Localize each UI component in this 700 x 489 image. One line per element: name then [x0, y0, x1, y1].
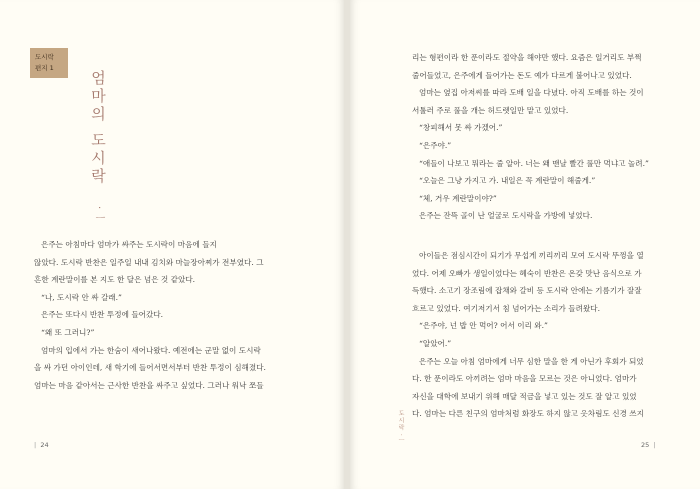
body-line: 엄마는 옆집 아저씨를 따라 도배 일을 다녔다. 아직 도배를 하는 것이	[419, 88, 644, 98]
chapter-title-text: 엄마의 도시락	[89, 70, 107, 186]
body-line: 었다. 어제 오빠가 생일이었다는 혜숙이 반찬은 온갖 맛난 음식으로 가	[412, 268, 642, 278]
body-line: “오늘은 그냥 가지고 가. 내일은 꼭 계란말이 해줄게.”	[419, 176, 596, 186]
body-line: 엄마의 입에서 가는 한숨이 새어나왔다. 예전에는 군말 없이 도시락	[41, 345, 261, 355]
left-body-text	[34, 236, 296, 394]
body-line: 은주는 또다시 반찬 투정에 들어갔다.	[41, 310, 164, 320]
body-line: “왜 또 그러니?”	[41, 327, 95, 337]
page-number-left-value: 24	[40, 441, 49, 449]
page-number-left: | 24	[34, 441, 49, 449]
body-line: 서툴러 주로 풀을 개는 허드렛일만 맡고 있었다.	[412, 105, 569, 115]
body-line: “은주야, 넌 밥 안 먹어? 어서 이리 와.”	[419, 321, 548, 331]
body-line: “애들이 나보고 뭐라는 줄 알아. 너는 왜 맨날 빨간 풀만 먹냐고 놀려.”	[419, 158, 649, 168]
title-ornament: ·ᅳ	[93, 205, 104, 225]
body-line: 은주는 아침마다 엄마가 싸주는 도시락이 마음에 들지	[41, 240, 217, 249]
body-line: 다. 한 푼이라도 아끼려는 엄마 마음을 모르는 것은 아니었다. 엄마가	[412, 374, 637, 384]
chapter-tag	[30, 48, 68, 78]
body-line: “은주야.”	[419, 140, 452, 150]
body-line: 흔한 계란말이를 본 지도 한 달은 넘은 것 같았다.	[34, 275, 196, 285]
body-line: 줄어들었고, 은주에게 들어가는 돈도 예가 다르게 불어나고 있었다.	[412, 70, 632, 80]
body-line: 다. 엄마는 다른 친구의 엄마처럼 화장도 하지 않고 옷차림도 신경 쓰지	[412, 409, 644, 419]
chapter-tag-line2: 편지 1	[35, 64, 54, 72]
body-line: 을 싸 가던 아이인데, 새 학기에 들어서면서부터 반찬 투정이 심해졌다.	[34, 363, 266, 373]
body-line: 자신을 대학에 보내기 위해 매달 적금을 넣고 있는 것도 잘 알고 있었	[412, 391, 637, 401]
body-line: 리는 형편이라 한 푼이라도 절약을 해야만 했다. 요즘은 일거리도 부쩍	[412, 53, 642, 62]
body-line: 흐르고 있었다. 여기저기서 침 넘어가는 소리가 들려왔다.	[412, 303, 601, 313]
body-line: 아이들은 점심시간이 되기가 무섭게 끼리끼리 모여 도시락 뚜껑을 열	[419, 250, 644, 260]
body-line: “체, 거우 계란말이야?”	[419, 193, 497, 203]
body-line: 은주는 잔뜩 골이 난 얼굴로 도시락을 가방에 넣었다.	[419, 211, 593, 221]
vertical-chapter-title	[88, 70, 109, 225]
running-head: 도시락 ·ᅳ	[397, 410, 404, 444]
body-line: “나, 도시락 안 싸 갈래.”	[41, 292, 122, 302]
left-page	[0, 0, 344, 489]
body-line: 은주는 오늘 아침 엄마에게 너무 심한 말을 한 게 아닌가 후회가 되었	[419, 356, 644, 366]
body-line: 득했다. 소고기 장조림에 잡채와 갈비 등 도시락 안에는 기름기가 잘잘	[412, 286, 642, 296]
page-number-right: 25 |	[641, 441, 656, 449]
right-body-text	[412, 49, 670, 423]
section-break	[412, 225, 670, 247]
chapter-tag-line1: 도시락	[35, 53, 54, 61]
body-line: “알았어.”	[419, 338, 452, 348]
body-line: 않았다. 도시락 반찬은 일주일 내내 김치와 마늘장아찌가 전부였다. 그	[34, 257, 264, 267]
page-number-right-value: 25	[641, 441, 650, 449]
body-line: 엄마는 마음 같아서는 근사한 반찬을 싸주고 싶었다. 그러나 워낙 쪼들	[34, 380, 264, 390]
body-line: “창피해서 못 싸 가겠어.”	[419, 123, 503, 133]
